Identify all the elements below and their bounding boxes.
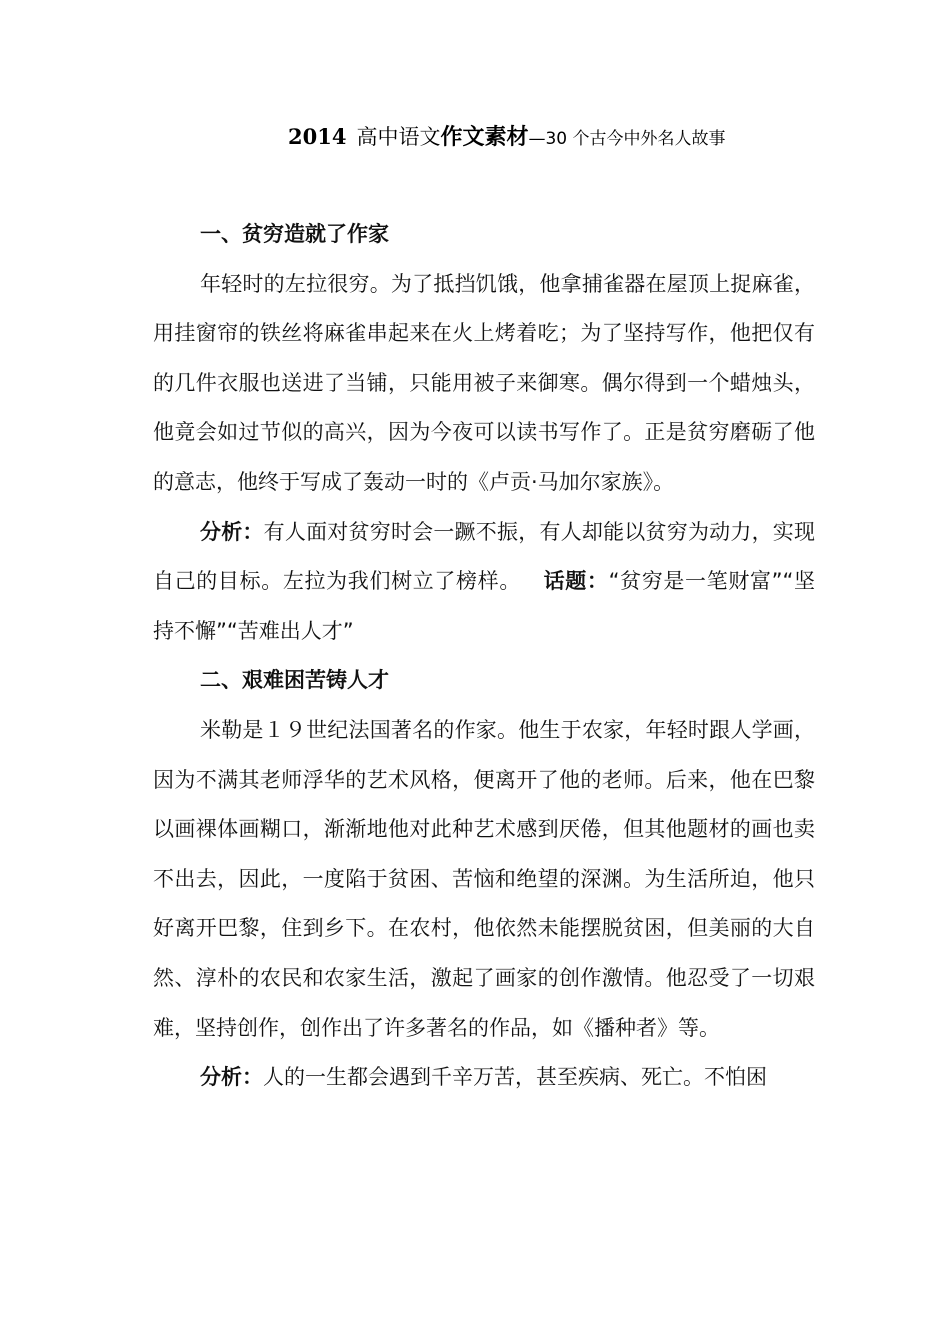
section-analysis bbox=[153, 508, 815, 657]
section-analysis bbox=[153, 1053, 815, 1103]
section-story: 年轻时的左拉很穷。为了抵挡饥饿，他拿捕雀器在屋顶上捉麻雀，用挂窗帘的铁丝将麻雀串起来在火上烤着吃；为了坚持写作，他把仅有的几件衣服也送进了当铺，只能用被子来御寒。偶尔得到一个蜡烛头，他竟会如过节似的高兴，因为今夜可以读书写作了。正是贫穷磨砺了他的意志，他终于写成了轰动一时的《卢贡·马加尔家族》。 bbox=[153, 271, 815, 494]
topic-label: 话题： bbox=[542, 569, 609, 594]
section-heading: 二、艰难困苦铸人才 bbox=[200, 668, 389, 693]
section-story: 米勒是１９世纪法国著名的作家。他生于农家，年轻时跟人学画，因为不满其老师浮华的艺术风格，便离开了他的老师。后来，他在巴黎以画裸体画糊口，渐渐地他对此种艺术感到厌倦，但其他题材的画也卖不出去，因此，一度陷于贫困、苦恼和绝望的深渊。为生活所迫，他只好离开巴黎，住到乡下。在农村，他依然未能摆脱贫困，但美丽的大自然、淳朴的农民和农家生活，激起了画家的创作激情。他忍受了一切艰难，坚持创作，创作出了许多著名的作品，如《播种者》等。 bbox=[153, 717, 815, 1040]
analysis-label: 分析： bbox=[200, 519, 264, 544]
document-body bbox=[153, 210, 815, 1103]
title-dash: — bbox=[528, 129, 546, 149]
topic-text: “贫穷是一笔财富”“坚持不懈”“苦难出人才” bbox=[153, 569, 816, 643]
document-title bbox=[288, 120, 848, 156]
section-heading: 一、贫穷造就了作家 bbox=[200, 222, 389, 246]
analysis-label: 分析： bbox=[200, 1065, 263, 1090]
title-year: 2014 bbox=[288, 124, 347, 149]
analysis-text: 有人面对贫穷时会一蹶不振，有人却能以贫穷为动力，实现自己的目标。左拉为我们树立了榜样。 bbox=[153, 519, 816, 594]
title-prefix: 高中语文 bbox=[356, 125, 441, 149]
title-bold: 作文素材 bbox=[440, 125, 529, 150]
title-subtitle: 30 个古今中外名人故事 bbox=[545, 129, 726, 149]
analysis-text: 人的一生都会遇到千辛万苦，甚至疾病、死亡。不怕困 bbox=[263, 1065, 767, 1090]
